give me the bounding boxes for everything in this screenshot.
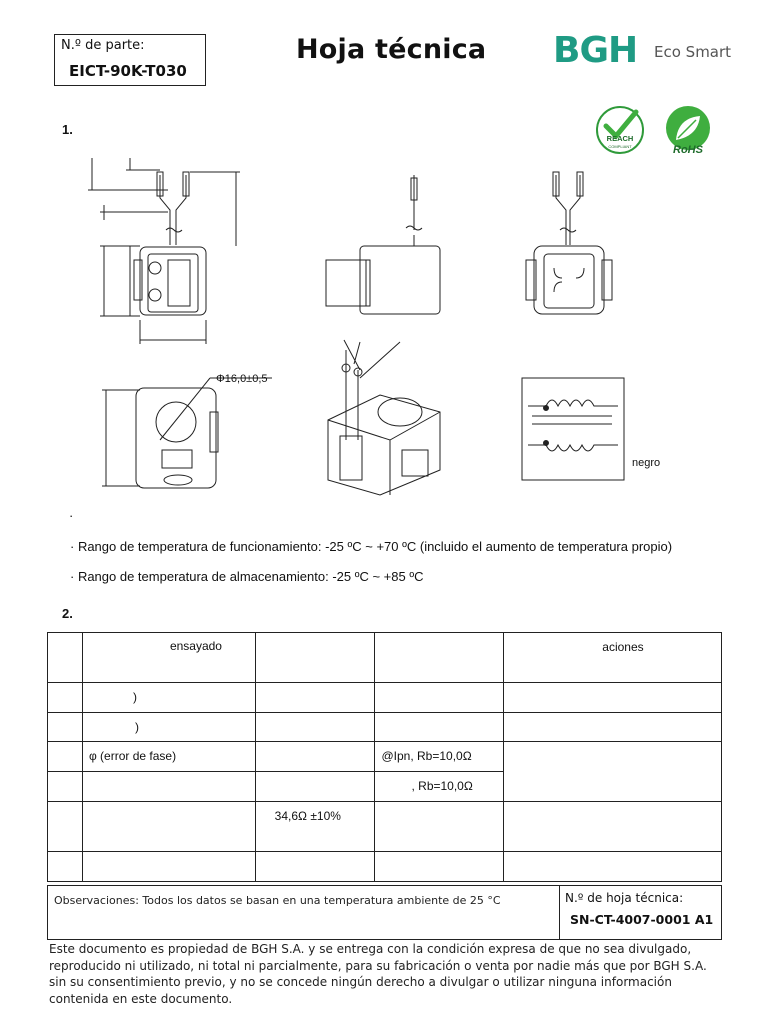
sheet-number-value: SN-CT-4007-0001 A1 — [570, 912, 714, 927]
disclaimer-line: contenida en este documento. — [49, 991, 233, 1006]
brand-logo-subtitle: Eco Smart — [654, 43, 732, 61]
disclaimer-line: sin su consentimiento previo, y no se concede ningún derecho a divulgar o utilizar ninguna información — [49, 975, 672, 989]
operating-temperature-range: · Rango de temperatura de funcionamiento: -25 ºC ~ +70 ºC (incluido el aumento de temperatura propio) — [70, 539, 673, 554]
wiring-schematic-drawing — [522, 378, 624, 480]
back-view-drawing — [526, 172, 612, 314]
side-view-drawing — [326, 175, 440, 314]
section-1-dot: · — [69, 508, 74, 523]
table-cell: ) — [134, 720, 139, 734]
table-row — [48, 802, 722, 852]
table-row — [48, 683, 722, 713]
front-view-drawing — [88, 158, 240, 344]
header-observations: aciones — [602, 640, 644, 654]
section-1-number: 1. — [62, 122, 73, 137]
part-number-label: N.º de parte: — [61, 38, 145, 53]
part-number-value: EICT-90K-T030 — [69, 62, 187, 80]
brand-logo: BGH — [553, 30, 638, 71]
observations-text: Observaciones: Todos los datos se basan en una temperatura ambiente de 25 °C — [54, 894, 501, 907]
divider — [559, 886, 560, 939]
sheet-number-label: N.º de hoja técnica: — [565, 891, 684, 905]
disclaimer — [49, 941, 729, 1007]
spec-table — [47, 632, 722, 882]
reach-badge-sublabel: COMPLIANT — [608, 144, 632, 149]
disclaimer-line: reproducido ni utilizado, ni total ni parcialmente, para su fabricación o venta por nadie más que por BGH S.A. — [49, 958, 707, 973]
disclaimer-line: Este documento es propiedad de BGH S.A. y se entrega con la condición expresa de que no sea divulgado, — [49, 942, 692, 956]
reach-badge-icon — [597, 107, 643, 153]
diameter-dimension-label: Φ16,0±0,5 — [216, 373, 268, 385]
rohs-badge-label: RoHS — [673, 144, 703, 156]
storage-temperature-range: · Rango de temperatura de almacenamiento: -25 ºC ~ +85 ºC — [70, 569, 424, 584]
isometric-view-drawing — [328, 340, 440, 495]
section-2-number: 2. — [62, 606, 73, 621]
header-tested-item: ensayado — [169, 639, 222, 653]
table-cell: @Ipn, Rb=10,0Ω — [381, 749, 472, 763]
part-number-box — [54, 34, 206, 86]
wire-color-label: negro — [632, 457, 661, 469]
reach-badge-label: REACH — [606, 134, 634, 143]
table-cell: , Rb=10,0Ω — [411, 779, 473, 793]
table-row — [48, 742, 722, 772]
resistance-value-cell: 34,6Ω ±10% — [274, 809, 341, 823]
phase-error-cell: φ (error de fase) — [88, 749, 177, 763]
table-row — [48, 852, 722, 882]
rohs-badge-icon — [666, 106, 710, 156]
core-view-drawing — [102, 378, 272, 488]
page-title: Hoja técnica — [296, 34, 487, 65]
table-row — [48, 633, 722, 683]
technical-drawings — [60, 150, 700, 510]
table-row — [48, 713, 722, 742]
table-cell: ) — [132, 690, 137, 704]
observations-box — [47, 885, 722, 940]
